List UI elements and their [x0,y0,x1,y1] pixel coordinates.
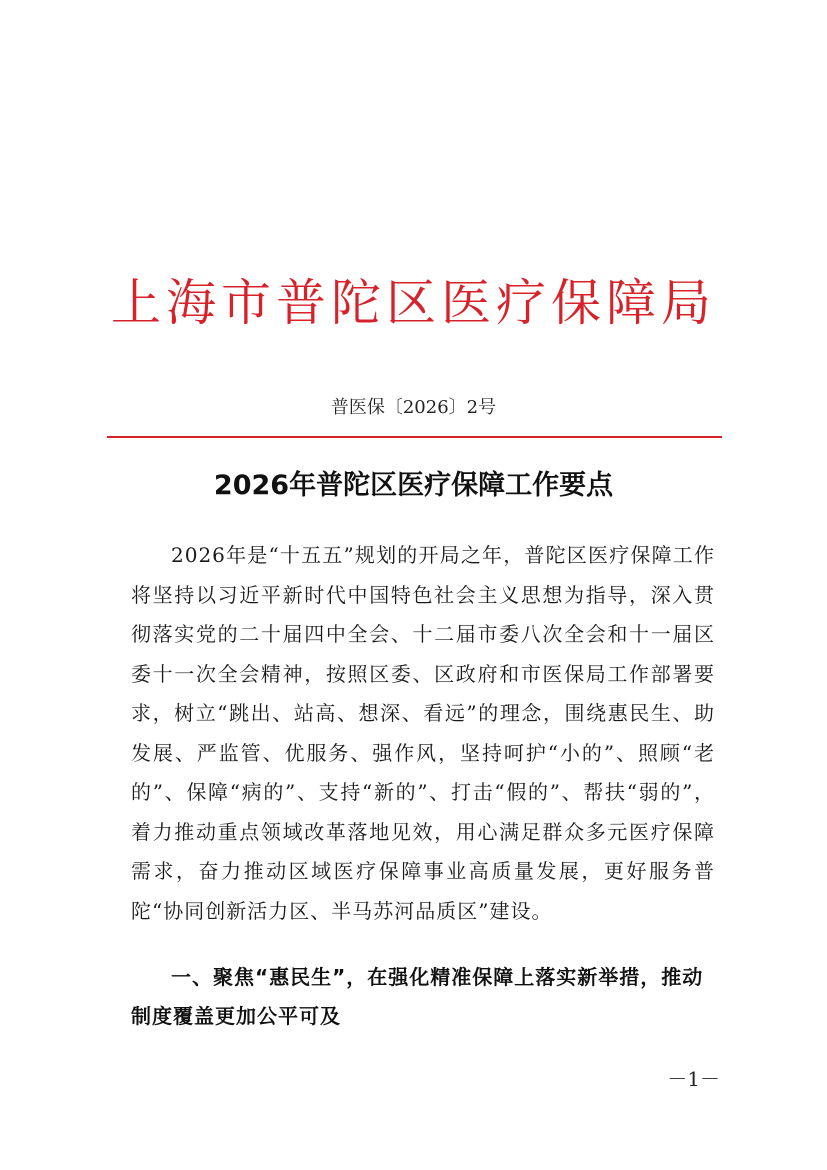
page-number: －1－ [667,1067,720,1091]
document-number: 普医保〔2026〕2号 [330,397,497,418]
document-title: 2026年普陀区医疗保障工作要点 [213,470,614,501]
organization-header: 上海市普陀区医疗保障局 [111,274,716,332]
intro-paragraph: 2026年是“十五五”规划的开局之年，普陀区医疗保障工作将坚持以习近平新时代中国特色社会主义思想为指导，深入贯彻落实党的二十届四中全会、十二届市委八次全会和十一届区委十一次全会精神，按照区委、区政府和市医保局工作部署要求，树立“跳出、站高、想深、看远”的理念，围绕惠民生、助发展、严监管、优服务、强作风，坚持呵护“小的”、照顾“老的”、保障“病的”、支持“新的”、打击“假的”、帮扶“弱的”，着力推动重点领域改革落地见效，用心满足群众多元医疗保障需求，奋力推动区域医疗保障事业高质量发展，更好服务普陀“协同创新活力区、半马苏河品质区”建设。 [131,543,715,923]
red-divider-line [107,436,722,438]
section-heading-1: 一、聚焦“惠民生”，在强化精准保障上落实新举措，推动制度覆盖更加公平可及 [131,965,704,1028]
